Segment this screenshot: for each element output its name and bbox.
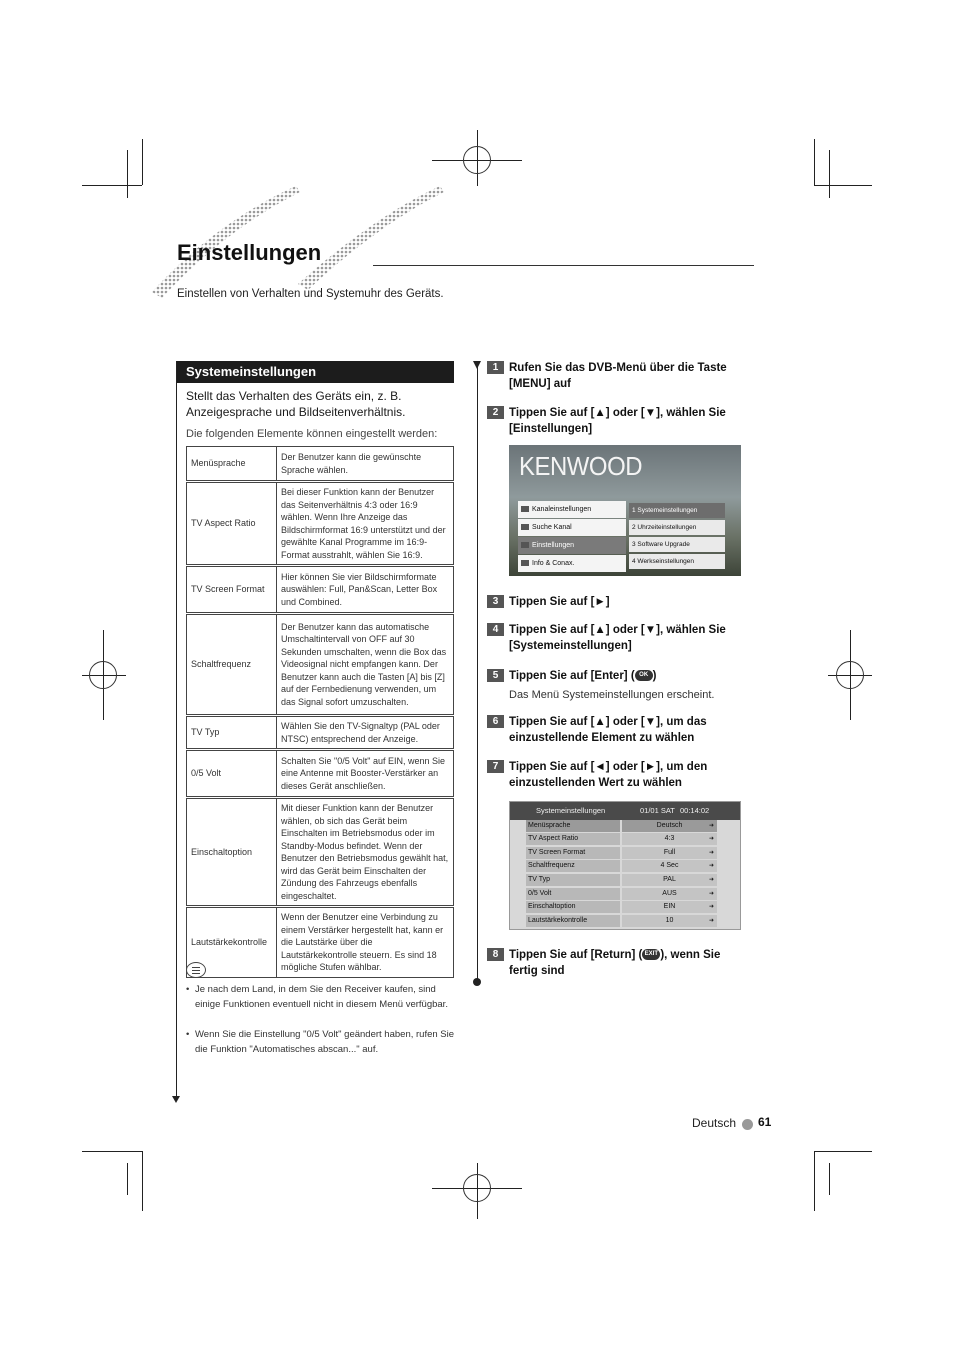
- menu-item-selected: Einstellungen: [518, 537, 626, 554]
- setting-name: TV Aspect Ratio: [187, 483, 277, 565]
- screen-row: Menüsprache Deutsch ➜: [526, 820, 717, 832]
- setting-name: TV Typ: [187, 717, 277, 749]
- step-2: [487, 405, 747, 437]
- step-text: Rufen Sie das DVB-Menü über die Taste [MENU] auf: [509, 362, 727, 390]
- screen-title: Systemeinstellungen: [536, 806, 606, 815]
- step-number: 6: [487, 715, 504, 728]
- setting-description: Hier können Sie vier Bildschirmformate auswählen: Full, Pan&Scan, Letter Box und Combined.: [277, 567, 454, 613]
- footer-language: Deutsch: [692, 1116, 737, 1130]
- channel-icon: [521, 506, 529, 512]
- table-row: [187, 717, 454, 749]
- step-7: [487, 759, 747, 791]
- right-guide-line: [477, 361, 478, 983]
- note-item: • Wenn Sie die Einstellung "0/5 Volt" geändert haben, rufen Sie die Funktion "Automatisches abscan..." auf.: [186, 1029, 455, 1055]
- page-number: 61: [758, 1115, 772, 1129]
- step-result: Das Menü Systemeinstellungen erscheint.: [509, 689, 715, 701]
- footer-dot-icon: [742, 1119, 753, 1130]
- ok-button-icon: OK: [635, 670, 653, 681]
- screen-row: TV Typ PAL ➜: [526, 874, 717, 886]
- note-icon: [186, 962, 206, 978]
- submenu-item: 3 Software Upgrade: [629, 537, 725, 552]
- step-number: 3: [487, 595, 504, 608]
- setting-name: 0/5 Volt: [187, 751, 277, 797]
- screen-row: TV Aspect Ratio 4:3 ➜: [526, 833, 717, 845]
- step-number: 7: [487, 760, 504, 773]
- setting-name: Menüsprache: [187, 447, 277, 481]
- table-row: [187, 908, 454, 978]
- arrow-right-icon: ➜: [708, 877, 714, 883]
- kenwood-logo: KENWOOD: [519, 451, 643, 481]
- menu-item: Suche Kanal: [518, 519, 626, 536]
- step-text: Tippen Sie auf [►]: [509, 596, 610, 608]
- setting-description: Schalten Sie "0/5 Volt" auf EIN, wenn Sie eine Antenne mit Booster-Verstärker an dieses Gerät anschließen.: [277, 751, 454, 797]
- screen-row: TV Screen Format Full ➜: [526, 847, 717, 859]
- note-text: Wenn Sie die Einstellung "0/5 Volt" geändert haben, rufen Sie die Funktion "Automatisches abscan..." auf.: [195, 1029, 455, 1055]
- section-intro: Stellt das Verhalten des Geräts ein, z. B. Anzeigesprache und Bildseitenverhältnis.: [186, 389, 406, 419]
- system-settings-screenshot: [509, 801, 741, 930]
- table-row: [187, 615, 454, 715]
- table-row: [187, 567, 454, 613]
- step-4: [487, 622, 747, 654]
- step-1: [487, 360, 747, 392]
- left-guide-line: [176, 361, 177, 1099]
- setting-description: Der Benutzer kann die gewünschte Sprache wählen.: [277, 447, 454, 481]
- setting-description: Wählen Sie den TV-Signaltyp (PAL oder NTSC) entsprechend der Anzeige.: [277, 717, 454, 749]
- step-text: Tippen Sie auf [Enter] ( OK ): [509, 670, 657, 682]
- note-text: Je nach dem Land, in dem Sie den Receiver kaufen, sind einige Funktionen eventuell nicht in diesem Menü verfügbar.: [195, 984, 448, 1010]
- step-5: [487, 668, 747, 701]
- step-text: Tippen Sie auf [▲] oder [▼], wählen Sie [Einstellungen]: [509, 407, 726, 435]
- setting-description: Bei dieser Funktion kann der Benutzer das Seitenverhältnis 4:3 oder 16:9 wählen. Wenn Ihre Anzeige das Bildschirmformat 16:9 unterstützt und der gewählte Kanal Programme im 16:9-Format ausstrahlt, wählen Sie 16:9.: [277, 483, 454, 565]
- screen-row: 0/5 Volt AUS ➜: [526, 888, 717, 900]
- step-text: Tippen Sie auf [▲] oder [▼], um das einzustellende Element zu wählen: [509, 716, 707, 744]
- step-6: [487, 714, 747, 746]
- arrow-right-icon: ➜: [708, 904, 714, 910]
- table-intro: Die folgenden Elemente können eingestellt werden:: [186, 428, 438, 440]
- section-header: Systemeinstellungen: [177, 361, 454, 383]
- search-icon: [521, 524, 529, 530]
- submenu-item-selected: 1 Systemeinstellungen: [629, 503, 725, 518]
- setting-description: Wenn der Benutzer eine Verbindung zu einem Verstärker hergestellt hat, kann er die Lautstärke über die Lautstärkekontrolle steuern. Es sind 18 mögliche Stufen wählbar.: [277, 908, 454, 978]
- kenwood-menu-screenshot: [509, 445, 741, 576]
- step-number: 8: [487, 948, 504, 961]
- step-number: 2: [487, 406, 504, 419]
- menu-item: Info & Conax.: [518, 555, 626, 572]
- end-dot-icon: [473, 978, 481, 986]
- setting-description: Der Benutzer kann das automatische Umschaltintervall von OFF auf 30 Sekunden umschalten, wenn die Box das Videosignal nicht empfangen kann. Der Benutzer kann auch die Tasten [A] bis [Z] auf der Fernbedienung verwenden, um das Signal sofort umzuschalten.: [277, 615, 454, 715]
- arrow-right-icon: ➜: [708, 891, 714, 897]
- table-row: [187, 447, 454, 481]
- settings-table: [186, 446, 454, 978]
- setting-name: TV Screen Format: [187, 567, 277, 613]
- step-8: [487, 947, 747, 979]
- step-3: [487, 594, 747, 610]
- step-text: Tippen Sie auf [◄] oder [►], um den einzustellenden Wert zu wählen: [509, 761, 708, 789]
- arrow-right-icon: ➜: [708, 850, 714, 856]
- triangle-icon: [473, 361, 481, 369]
- submenu-item: 4 Werkseinstellungen: [629, 554, 725, 569]
- screen-header: [510, 802, 740, 820]
- screen-time: 00:14:02: [680, 806, 710, 815]
- screen-date: 01/01 SAT: [640, 806, 675, 815]
- arrow-right-icon: ➜: [708, 918, 714, 924]
- screen-row: Einschaltoption EIN ➜: [526, 901, 717, 913]
- table-row: [187, 799, 454, 906]
- setting-name: Lautstärkekontrolle: [187, 908, 277, 978]
- submenu-item: 2 Uhrzeiteinstellungen: [629, 520, 725, 535]
- down-arrow-icon: [172, 1096, 180, 1103]
- page-subtitle: Einstellen von Verhalten und Systemuhr des Geräts.: [177, 288, 444, 300]
- exit-button-icon: EXIT: [642, 949, 660, 960]
- step-number: 4: [487, 623, 504, 636]
- arrow-right-icon: ➜: [708, 863, 714, 869]
- page-title: Einstellungen: [177, 240, 322, 265]
- arrow-right-icon: ➜: [708, 836, 714, 842]
- setting-name: Schaltfrequenz: [187, 615, 277, 715]
- step-text: Tippen Sie auf [Return] ( EXIT ), wenn Sie fertig sind: [509, 949, 721, 977]
- note-item: • Je nach dem Land, in dem Sie den Receiver kaufen, sind einige Funktionen eventuell nicht in diesem Menü verfügbar.: [186, 982, 456, 1012]
- step-number: 1: [487, 361, 504, 374]
- arrow-right-icon: ➜: [708, 823, 714, 829]
- screen-row: Lautstärkekontrolle 10 ➜: [526, 915, 717, 927]
- screen-row: Schaltfrequenz 4 Sec ➜: [526, 860, 717, 872]
- menu-item: Kanaleinstellungen: [518, 501, 626, 518]
- step-number: 5: [487, 669, 504, 682]
- title-rule: [373, 265, 754, 266]
- step-text: Tippen Sie auf [▲] oder [▼], wählen Sie [Systemeinstellungen]: [509, 624, 726, 652]
- info-icon: [521, 560, 529, 566]
- table-row: [187, 483, 454, 565]
- setting-description: Mit dieser Funktion kann der Benutzer wählen, ob sich das Gerät beim Einschalten im Betriebsmodus oder im Standby-Modus befindet. Wenn der Benutzer den Betriebsmodus gewählt hat, wird das Gerät beim Einschalten der Zündung des Fahrzeugs ebenfalls eingeschaltet.: [277, 799, 454, 906]
- table-row: [187, 751, 454, 797]
- settings-icon: [521, 542, 529, 548]
- setting-name: Einschaltoption: [187, 799, 277, 906]
